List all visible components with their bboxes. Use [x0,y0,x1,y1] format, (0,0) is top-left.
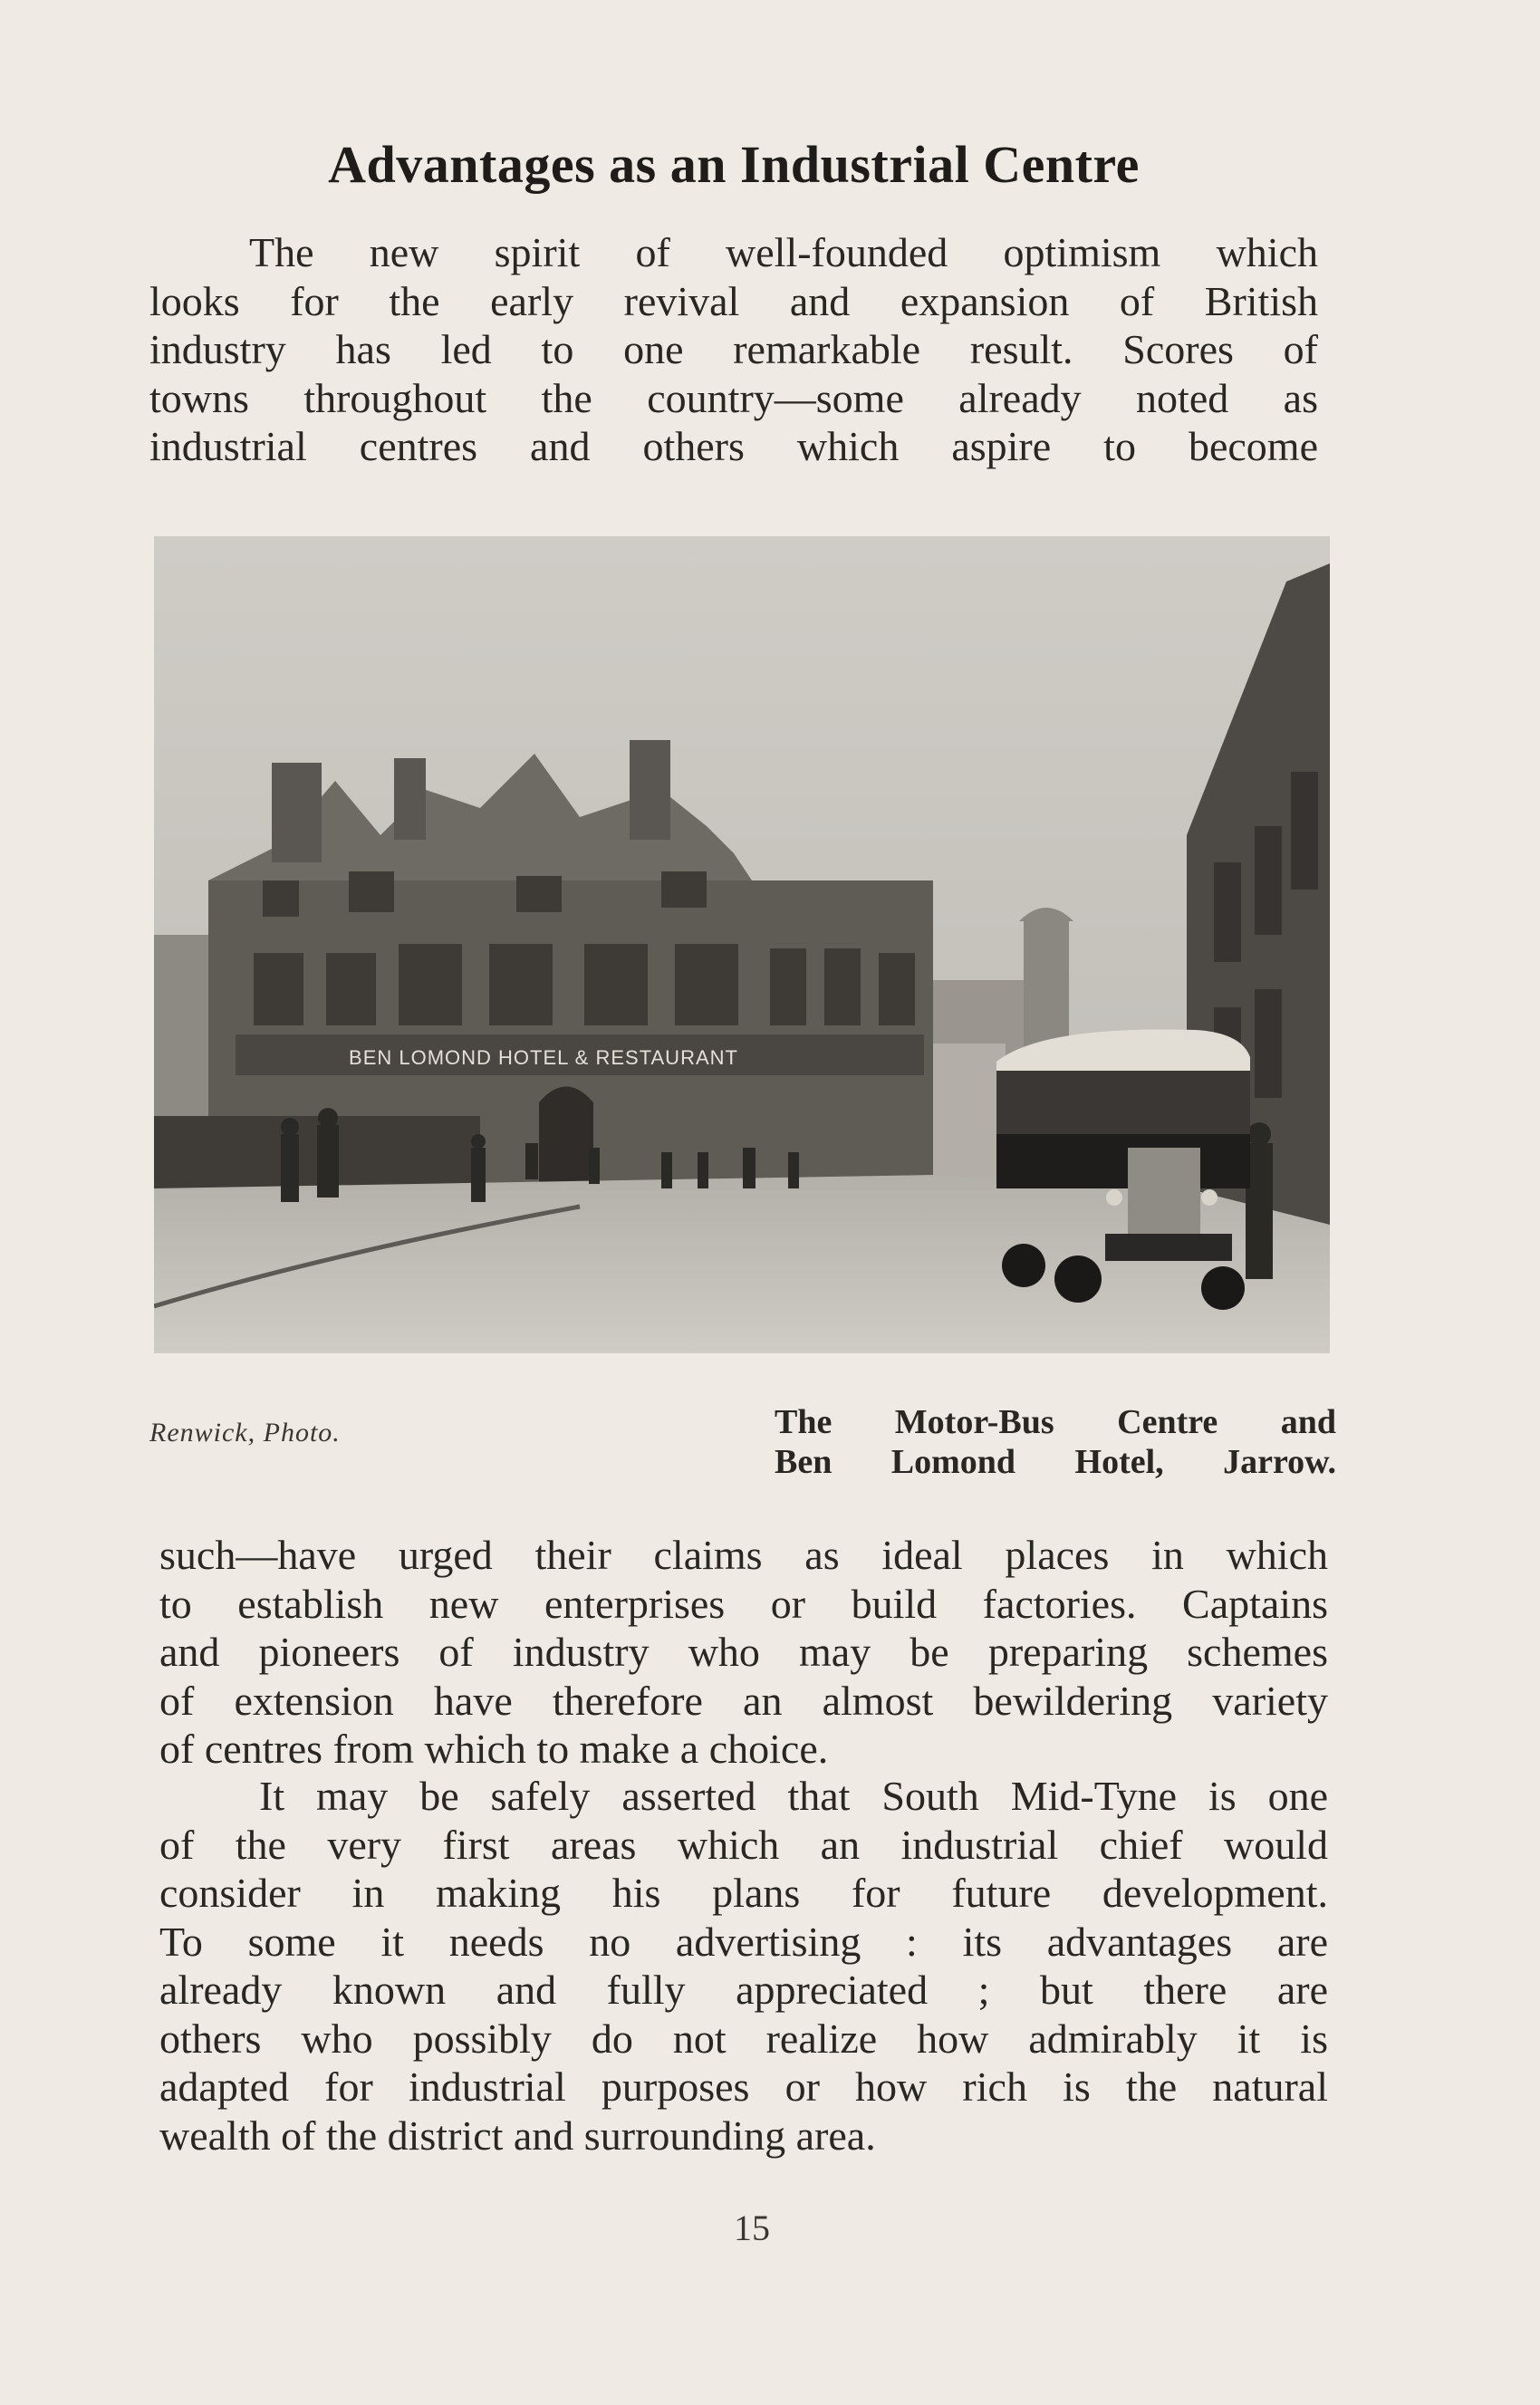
text-line: of the very first areas which an industrial chief would [159,1821,1328,1868]
text-line: industrial centres and others which aspire to become [149,423,1318,469]
street-photograph [154,536,1330,1353]
text-line: already known and fully appreciated ; but there are [159,1967,1328,2013]
text-line: adapted for industrial purposes or how rich is the natural [159,2063,1328,2110]
text-line: consider in making his plans for future development. [159,1870,1328,1916]
paragraph-continuation [159,1531,1328,1774]
photo-credit: Renwick, Photo. [149,1418,341,1448]
text-line: industry has led to one remarkable result. Scores of [149,326,1318,372]
text-line: wealth of the district and surrounding area. [159,2112,876,2159]
text-line: To some it needs no advertising : its advantages are [159,1918,1328,1965]
caption-line: The Motor-Bus Centre and [775,1403,1336,1441]
text-line: to establish new enterprises or build factories. Captains [159,1580,1328,1627]
text-line: such—have urged their claims as ideal places in which [159,1532,1328,1578]
text-line: The new spirit of well-founded optimism which [249,229,1318,275]
hotel-sign-text: BEN LOMOND HOTEL & RESTAURANT [349,1046,738,1069]
text-line: looks for the early revival and expansion of British [149,277,1318,324]
page-heading: Advantages as an Industrial Centre [328,135,1140,194]
text-line: and pioneers of industry who may be preparing schemes [159,1629,1328,1675]
page-number: 15 [734,2208,770,2248]
text-line: of centres from which to make a choice. [159,1726,829,1772]
paragraph-intro [149,228,1318,471]
text-line: It may be safely asserted that South Mid-Tyne is one [259,1773,1328,1819]
paragraph-south-mid-tyne [159,1772,1328,2160]
caption-line: Ben Lomond Hotel, Jarrow. [775,1443,1336,1481]
text-line: towns throughout the country—some already noted as [149,374,1318,421]
text-line: others who possibly do not realize how admirably it is [159,2015,1328,2062]
photo-caption [775,1402,1336,1482]
text-line: of extension have therefore an almost bewildering variety [159,1677,1328,1724]
